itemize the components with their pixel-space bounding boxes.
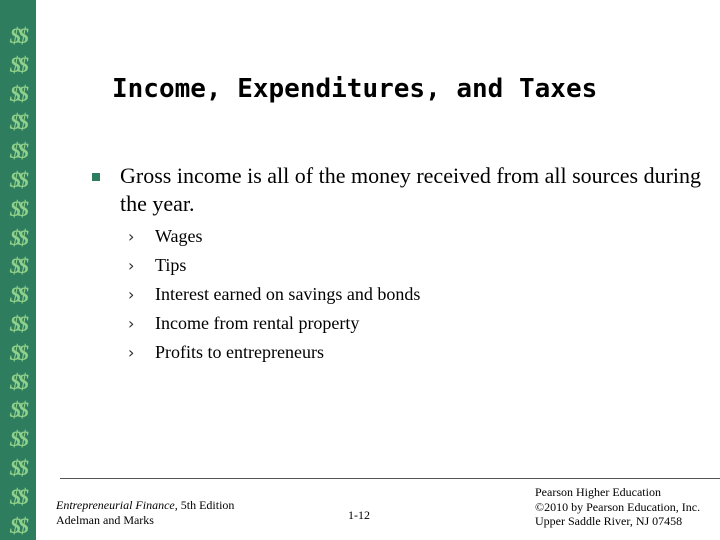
list-item — [124, 309, 420, 338]
main-bullet — [92, 162, 702, 218]
dollar-sign-glyph: $$ — [10, 109, 26, 135]
copyright-line: ©2010 by Pearson Education, Inc. — [535, 499, 701, 514]
dollar-sign-glyph: $$ — [10, 512, 26, 538]
chevron-right-icon: › — [128, 314, 135, 333]
dollar-sign-glyph: $$ — [10, 23, 26, 48]
dollar-sign-column — [0, 22, 36, 540]
page-number: 1-12 — [348, 508, 370, 522]
publisher-name: Pearson Higher Education — [535, 485, 661, 499]
book-title-line — [56, 498, 234, 513]
footer-book-info — [56, 498, 234, 528]
footer-publisher-info — [535, 485, 700, 529]
dollar-sign-glyph: $$ — [10, 224, 26, 250]
sub-bullet-text: Wages — [155, 226, 203, 246]
dollar-sign-glyph: $$ — [10, 310, 26, 336]
square-bullet-icon — [92, 173, 100, 181]
sub-bullet-list — [124, 222, 420, 367]
dollar-sign-glyph: $$ — [10, 253, 26, 279]
chevron-right-icon: › — [128, 227, 135, 246]
book-edition: 5th Edition — [177, 498, 235, 512]
slide-title: Income, Expenditures, and Taxes — [112, 74, 598, 104]
dollar-sign-glyph: $$ — [10, 195, 26, 221]
list-item — [124, 251, 420, 280]
dollar-sign-glyph: $$ — [10, 426, 26, 452]
list-item — [124, 222, 420, 251]
list-item — [124, 338, 420, 367]
decorative-sidebar — [0, 0, 36, 540]
chevron-right-icon: › — [128, 343, 135, 362]
sub-bullet-text: Profits to entrepreneurs — [155, 342, 324, 362]
footer-divider — [60, 478, 720, 479]
sub-bullet-text: Tips — [155, 255, 187, 275]
dollar-sign-glyph: $$ — [10, 166, 26, 192]
publisher-address: Upper Saddle River, NJ 07458 — [535, 514, 683, 528]
chevron-right-icon: › — [128, 285, 135, 304]
sub-bullet-text: Interest earned on savings and bonds — [155, 284, 421, 304]
book-authors: Adelman and Marks — [56, 513, 154, 527]
list-item — [124, 280, 420, 309]
dollar-sign-glyph: $$ — [10, 397, 26, 423]
dollar-sign-glyph: $$ — [10, 80, 26, 106]
dollar-sign-glyph: $$ — [10, 368, 26, 394]
book-title: Entrepreneurial Finance, — [56, 498, 178, 512]
dollar-sign-glyph: $$ — [10, 51, 26, 77]
dollar-sign-glyph: $$ — [10, 138, 26, 164]
dollar-sign-glyph: $$ — [10, 282, 26, 308]
dollar-sign-glyph: $$ — [10, 339, 26, 365]
dollar-sign-glyph: $$ — [10, 483, 26, 509]
sub-bullet-text: Income from rental property — [155, 313, 360, 333]
dollar-sign-glyph: $$ — [10, 454, 26, 480]
chevron-right-icon: › — [128, 256, 135, 275]
main-bullet-text: Gross income is all of the money received from all sources during the year. — [120, 163, 702, 216]
